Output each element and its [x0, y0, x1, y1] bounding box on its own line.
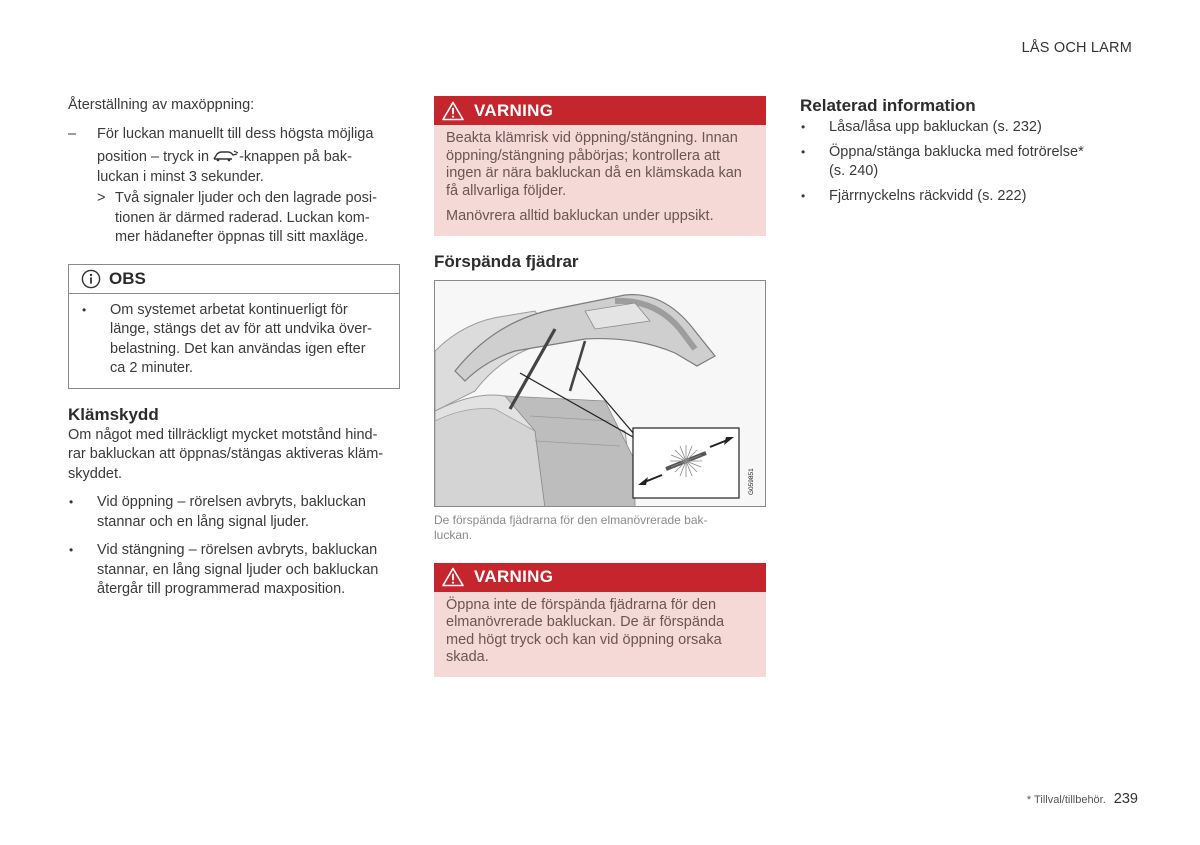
- step-line-3: luckan i minst 3 sekunder.: [97, 168, 264, 185]
- warning-box-2: [434, 563, 766, 677]
- tailgate-illustration: [435, 281, 766, 507]
- related-link-item[interactable]: [800, 143, 1140, 182]
- list-line: stannar, en lång signal ljuder och bakluckan: [97, 561, 379, 578]
- related-info-list: [800, 118, 1140, 206]
- tailgate-springs-figure: [434, 280, 766, 507]
- warning-line: Öppna inte de förspända fjädrarna för den: [446, 596, 717, 613]
- warning-line: med högt tryck och kan vid öppning orsaka: [446, 631, 722, 648]
- obs-line-3: belastning. Det kan användas igen efter: [110, 340, 366, 357]
- list-line: Vid stängning – rörelsen avbryts, bakluckan: [97, 542, 378, 558]
- warning-header: [434, 96, 766, 125]
- obs-title: OBS: [109, 268, 146, 288]
- bullet-marker: •: [69, 495, 74, 509]
- list-line: stannar och en lång signal ljuder.: [97, 513, 310, 530]
- related-link-text[interactable]: Fjärrnyckelns räckvidd (s. 222): [829, 187, 1027, 204]
- klamskydd-line-2: rar bakluckan att öppnas/stängas aktiveras kläm-: [68, 446, 384, 462]
- figure-caption: [434, 513, 766, 544]
- warning-body: [434, 592, 766, 677]
- footnote: * Tillval/tillbehör.: [1026, 794, 1106, 806]
- warning-body: [434, 125, 766, 236]
- dash-marker: –: [68, 125, 77, 142]
- related-link-text[interactable]: (s. 240): [829, 163, 879, 179]
- info-icon: [81, 269, 101, 289]
- klamskydd-paragraph: [68, 426, 400, 485]
- result-marker: >: [97, 190, 106, 206]
- klamskydd-list: [68, 493, 400, 600]
- obs-note-box: [68, 264, 400, 389]
- step-item: [68, 125, 400, 188]
- step-line-1: För luckan manuellt till dess högsta möjliga: [97, 125, 374, 142]
- middle-column: [434, 96, 766, 677]
- warning-triangle-icon: [442, 101, 464, 121]
- bullet-marker: •: [69, 543, 74, 557]
- warning-line: Beakta klämrisk vid öppning/stängning. Innan: [446, 130, 738, 146]
- warning-paragraph-1: [446, 597, 754, 667]
- warning-line: öppning/stängning påbörjas; kontrollera att: [446, 147, 721, 164]
- figure-code: G059851: [748, 467, 755, 495]
- warning-line: få allvarliga följder.: [446, 182, 567, 199]
- result-item: [68, 189, 400, 248]
- warning-title: VARNING: [474, 567, 554, 586]
- related-link-text[interactable]: Öppna/stänga baklucka med fotrörelse*: [829, 143, 1084, 160]
- result-line-2: tionen är därmed raderad. Luckan kom-: [115, 209, 370, 226]
- result-line-1: Två signaler ljuder och den lagrade posi-: [115, 190, 377, 206]
- obs-header: [69, 265, 399, 294]
- warning-paragraph-2: Manövrera alltid bakluckan under uppsikt.: [446, 208, 714, 224]
- warning-triangle-icon: [442, 567, 464, 587]
- warning-line: skada.: [446, 649, 489, 665]
- klamskydd-line-3: skyddet.: [68, 465, 122, 482]
- page-footer: [1027, 791, 1138, 807]
- step-line-2-prefix: position – tryck in: [97, 149, 210, 165]
- bullet-marker: •: [82, 302, 87, 317]
- related-link-item[interactable]: [800, 187, 1140, 207]
- right-column: [800, 96, 1140, 211]
- page-number: 239: [1113, 791, 1138, 807]
- warning-paragraph-1: [446, 130, 754, 200]
- bullet-marker: •: [801, 120, 806, 134]
- intro-text: Återställning av maxöppning:: [68, 97, 255, 113]
- caption-line: luckan.: [434, 528, 473, 542]
- step-line-2: [97, 148, 400, 168]
- springs-heading: Förspända fjädrar: [434, 251, 579, 271]
- caption-line: De förspända fjädrarna för den elmanövrerade bak-: [434, 512, 708, 527]
- list-item: [68, 541, 400, 600]
- bullet-marker: •: [801, 144, 806, 159]
- obs-line-4: ca 2 minuter.: [110, 360, 194, 376]
- warning-box-1: [434, 96, 766, 236]
- list-line: Vid öppning – rörelsen avbryts, bakluckan: [97, 494, 366, 510]
- obs-line-1: Om systemet arbetat kontinuerligt för: [110, 301, 348, 318]
- warning-line: ingen är nära bakluckan då en klämskada kan: [446, 165, 742, 181]
- tailgate-button-icon: [213, 150, 239, 162]
- klamskydd-heading: Klämskydd: [68, 404, 159, 424]
- list-item: [68, 493, 400, 532]
- related-info-heading: Relaterad information: [800, 96, 976, 115]
- related-link-item[interactable]: [800, 118, 1140, 138]
- bullet-marker: •: [801, 188, 806, 203]
- klamskydd-line-1: Om något med tillräckligt mycket motstånd hind-: [68, 426, 378, 443]
- left-column: [68, 96, 400, 609]
- list-line: återgår till programmerad maxposition.: [97, 581, 346, 597]
- related-link-text[interactable]: Låsa/låsa upp bakluckan (s. 232): [829, 119, 1042, 135]
- obs-line-2: länge, stängs det av för att undvika över-: [110, 321, 372, 337]
- warning-title: VARNING: [474, 100, 554, 120]
- result-line-3: mer hädanefter öppnas till sitt maxläge.: [115, 229, 369, 245]
- warning-header: [434, 563, 766, 592]
- obs-body: [69, 294, 399, 388]
- step-line-2-suffix: -knappen på bak-: [239, 149, 352, 165]
- obs-list-item: [81, 301, 387, 379]
- warning-line: elmanövrerade bakluckan. De är förspända: [446, 614, 725, 630]
- section-title: LÅS OCH LARM: [1021, 40, 1132, 56]
